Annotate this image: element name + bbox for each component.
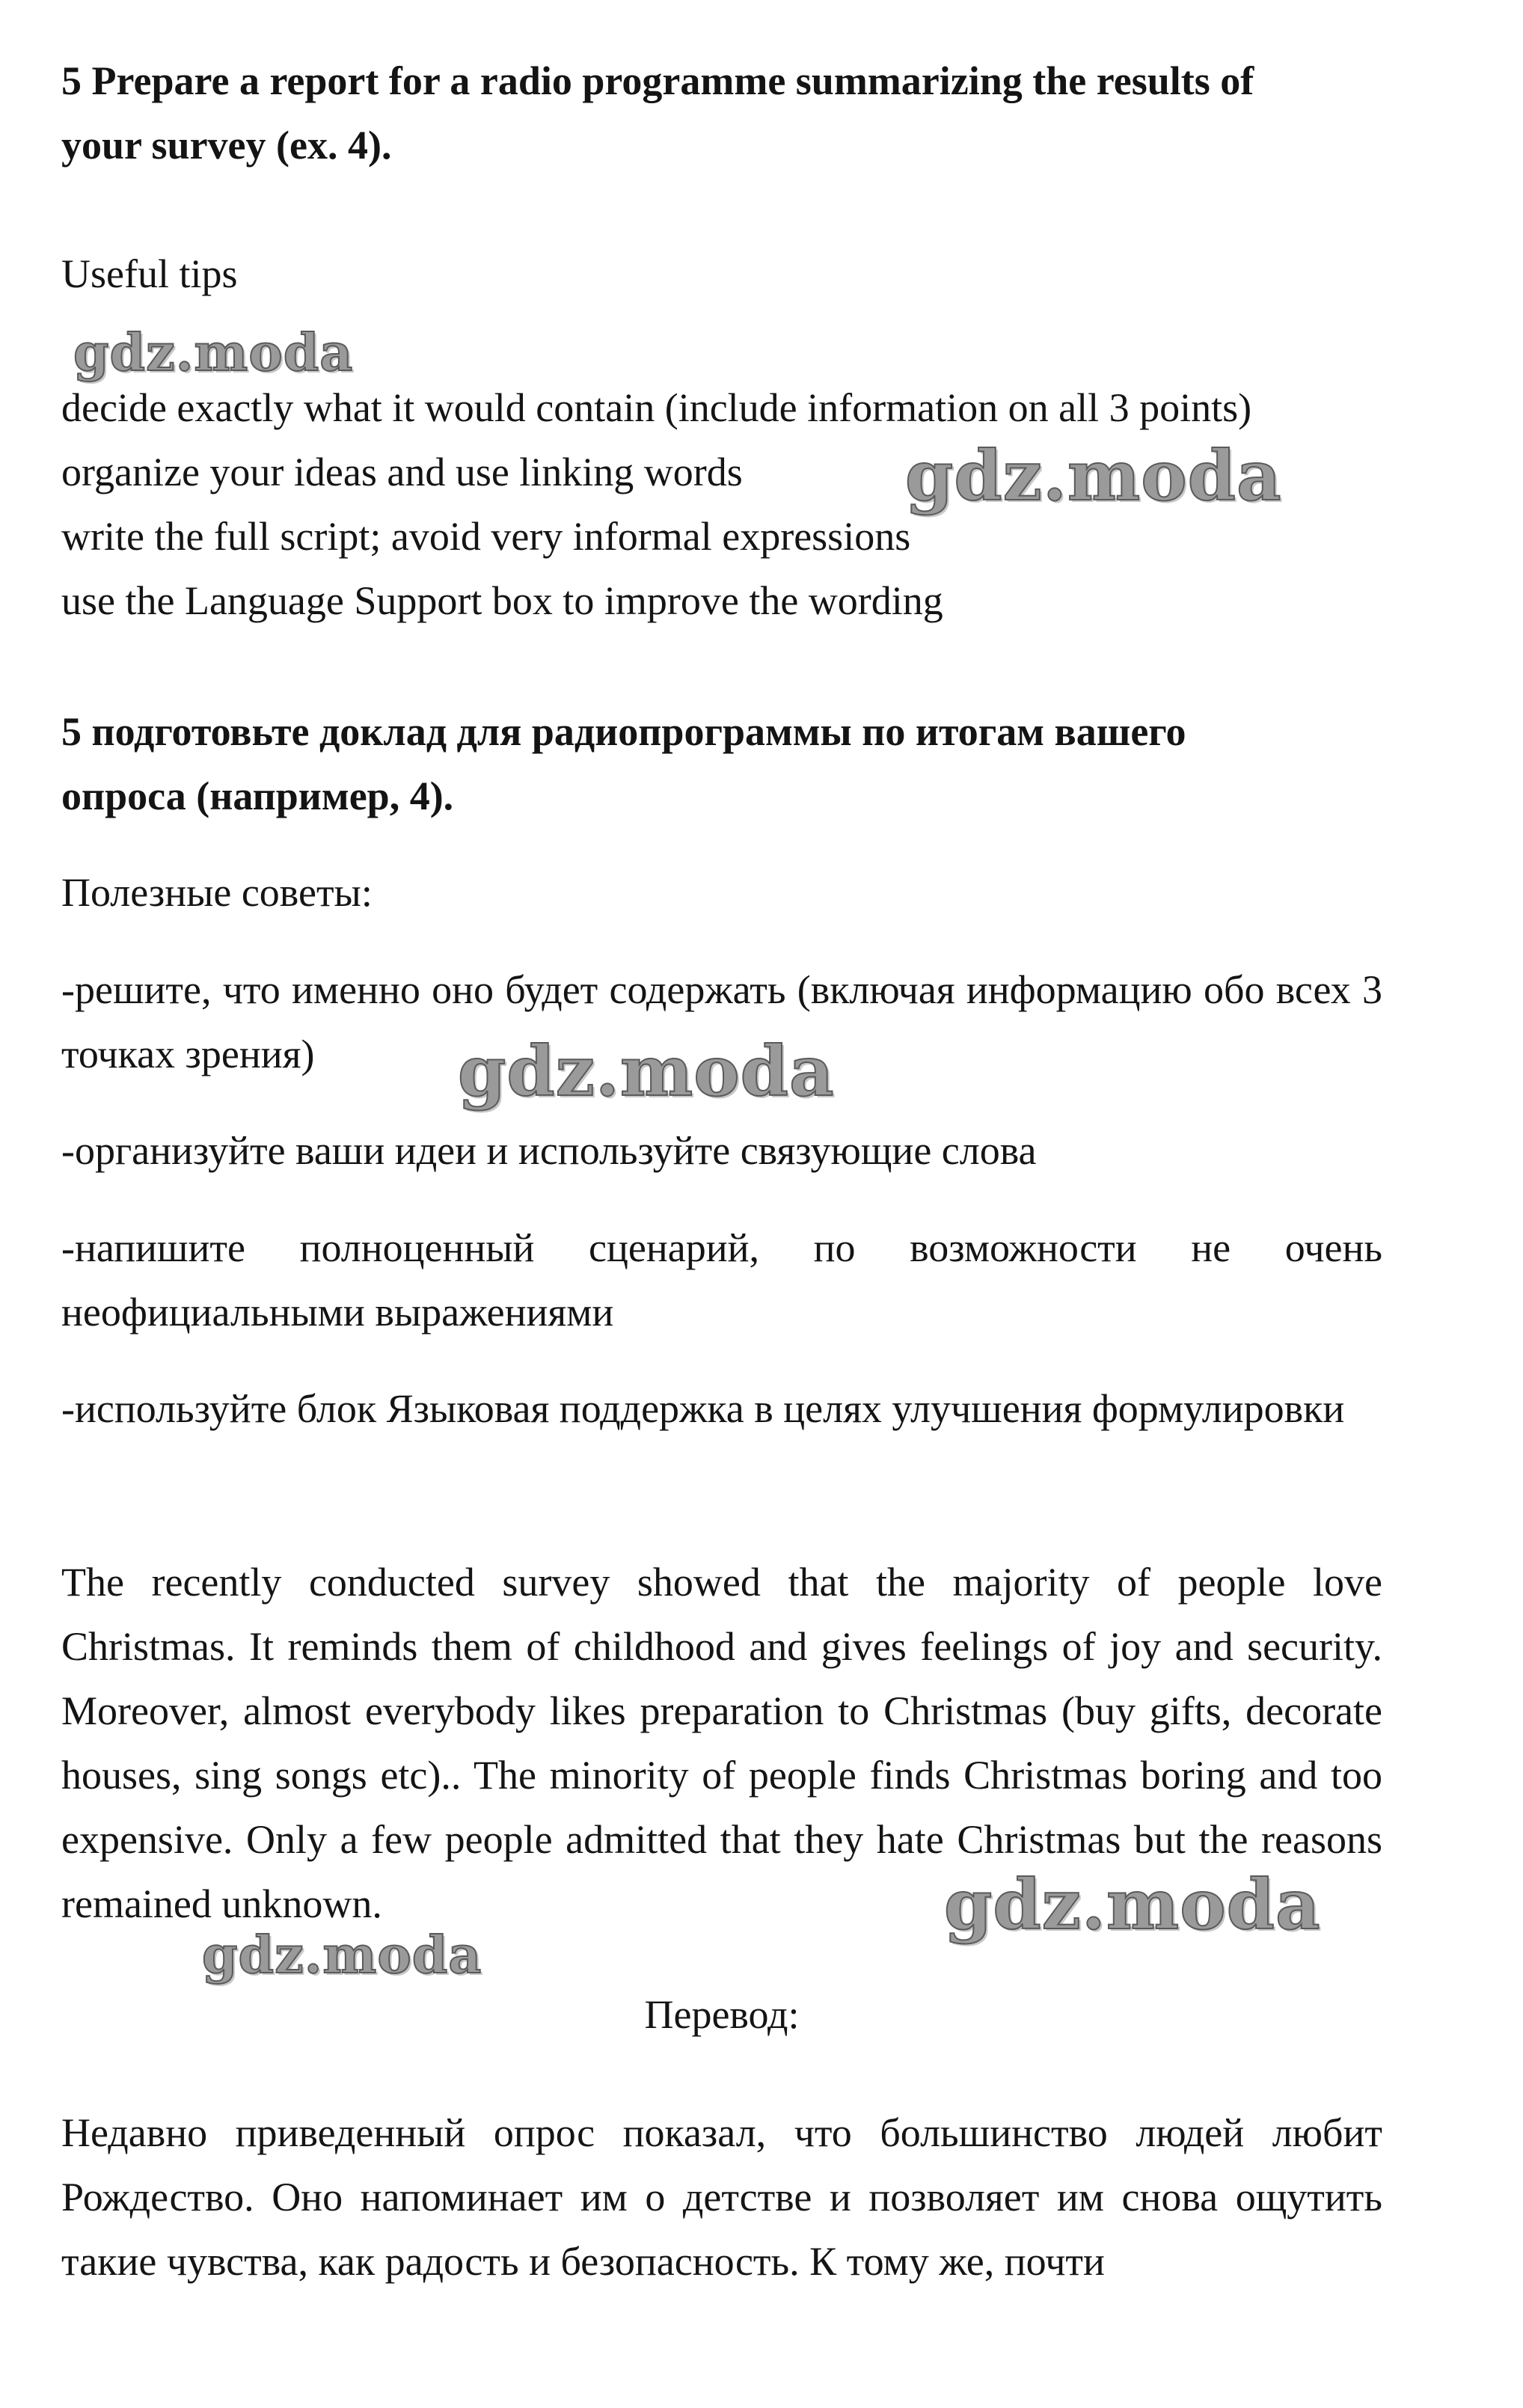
tip-en-3: write the full script; avoid very informal expressions — [61, 514, 911, 559]
exercise-heading-en-line2: your survey (ex. 4). — [61, 123, 392, 168]
tip-ru-2: -организуйте ваши идеи и используйте связующие слова — [61, 1128, 1037, 1173]
answer-paragraph: The recently conducted survey showed that the majority of people love Christmas. It reminds them of childhood and gives feelings of joy and security. Moreover, almost everybody likes preparation to Christmas (buy gifts, decorate houses, sing songs etc).. The minority of people finds Christmas boring and too expensive. Only a few people admitted that they hate Christmas but the reasons remained unknown. — [61, 1560, 1382, 1926]
tip-ru-4: -используйте блок Языковая поддержка в целях улучшения формулировки — [61, 1386, 1345, 1431]
watermark-logo: gdz.moda — [905, 435, 1282, 516]
watermark-logo: gdz.moda — [944, 1864, 1321, 1945]
watermark-logo: gdz.moda — [202, 1926, 482, 1985]
watermark-logo: gdz.moda — [73, 323, 354, 383]
useful-tips-title-ru: Полезные советы: — [61, 870, 373, 915]
translation-paragraph: Недавно приведенный опрос показал, что большинство людей любит Рождество. Оно напоминает им о детстве и позволяет им снова ощутить такие чувства, как радость и безопасность. К тому же, почти — [61, 2110, 1382, 2284]
tip-ru-3: -напишите полноценный сценарий, по возможности не очень неофициальными выражениями — [61, 1225, 1382, 1335]
tip-en-2: organize your ideas and use linking words — [61, 450, 743, 494]
tip-en-4: use the Language Support box to improve the wording — [61, 578, 943, 623]
useful-tips-title: Useful tips — [61, 251, 238, 296]
exercise-heading-ru-line1: 5 подготовьте доклад для радиопрограммы по итогам вашего — [61, 709, 1186, 754]
translation-title: Перевод: — [644, 1992, 800, 2037]
exercise-heading-ru-line2: опроса (например, 4). — [61, 773, 454, 818]
exercise-heading-en-line1: 5 Prepare a report for a radio programme summarizing the results of — [61, 58, 1254, 103]
tip-ru-1: -решите, что именно оно будет содержать (включая информацию обо всех 3 точках зрения) — [61, 967, 1382, 1076]
tip-en-1: decide exactly what it would contain (include information on all 3 points) — [61, 385, 1252, 430]
watermark-logo: gdz.moda — [458, 1031, 835, 1112]
